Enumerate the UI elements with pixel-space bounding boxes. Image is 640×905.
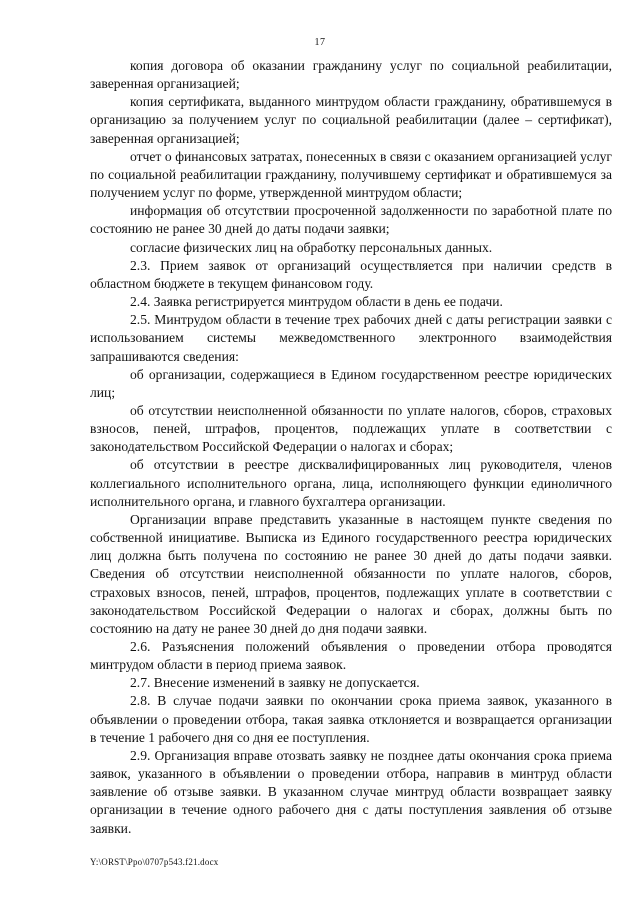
paragraph: об отсутствии в реестре дисквалифицированных лиц руководителя, членов коллегиального исполнительного органа, лица, исполняющего функции единоличного исполнительного органа, и главного бухгалтера организации. [90,457,612,509]
paragraph: копия сертификата, выданного минтрудом области гражданину, обратившемуся в организацию за получением услуг по социальной реабилитации (далее – сертификат), заверенная организацией; [90,94,612,146]
paragraph: об отсутствии неисполненной обязанности по уплате налогов, сборов, страховых взносов, пеней, штрафов, процентов, подлежащих уплате в соответствии с законодательством Российской Федерации о налогах и сборах; [90,402,612,455]
page-number: 17 [314,37,326,48]
paragraph: 2.4. Заявка регистрируется минтрудом области в день ее подачи. [130,294,503,310]
paragraph: согласие физических лиц на обработку персональных данных. [130,239,493,255]
paragraph: копия договора об оказании гражданину услуг по социальной реабилитации, заверенная организацией; [90,58,612,92]
file-path-footer: Y:\ORST\Ppo\0707p543.f21.docx [90,857,219,867]
paragraph: 2.3. Прием заявок от организаций осуществляется при наличии средств в областном бюджете в текущем финансовом году. [90,257,612,291]
document-body [90,57,612,838]
paragraph: отчет о финансовых затратах, понесенных в связи с оказанием организацией услуг по социальной реабилитации гражданину, получившему сертификат и обратившемуся за получением услуг по форме, утвержденной минтрудом области; [90,148,612,201]
paragraph: 2.6. Разъяснения положений объявления о проведении отбора проводятся минтрудом области в период приема заявок. [90,639,612,673]
paragraph: 2.7. Внесение изменений в заявку не допускается. [130,675,420,691]
paragraph: 2.8. В случае подачи заявки по окончании срока приема заявок, указанного в объявлении о проведении отбора, такая заявка отклоняется и возвращается организации в течение 1 рабочего дня со дня ее поступления. [90,693,612,745]
paragraph: 2.9. Организация вправе отозвать заявку не позднее даты окончания срока приема заявок, указанного в объявлении о проведении отбора, направив в минтруд области заявление об отзыве заявки. В указанном случае минтруд области возвращает заявку организации в течение одного рабочего дня с даты поступления заявления об отзыве заявки. [90,747,612,836]
paragraph: 2.5. Минтрудом области в течение трех рабочих дней с даты регистрации заявки с использованием системы межведомственного электронного взаимодействия запрашиваются сведения: [90,312,612,364]
paragraph: Организации вправе представить указанные в настоящем пункте сведения по собственной инициативе. Выписка из Единого государственного реестра юридических лиц должна быть получена по состоянию не ранее 30 дней до даты подачи заявки. Сведения об отсутствии неисполненной обязанности по уплате налогов, сборов, страховых взносов, пеней, штрафов, процентов, подлежащих уплате в соответствии с законодательством Российской Федерации о налогах и сборах, должны быть по состоянию на дату не ранее 30 дней до дня подачи заявки. [90,511,612,636]
paragraph: информация об отсутствии просроченной задолженности по заработной плате по состоянию не ранее 30 дней до даты подачи заявки; [90,203,612,237]
paragraph: об организации, содержащиеся в Едином государственном реестре юридических лиц; [90,366,612,400]
